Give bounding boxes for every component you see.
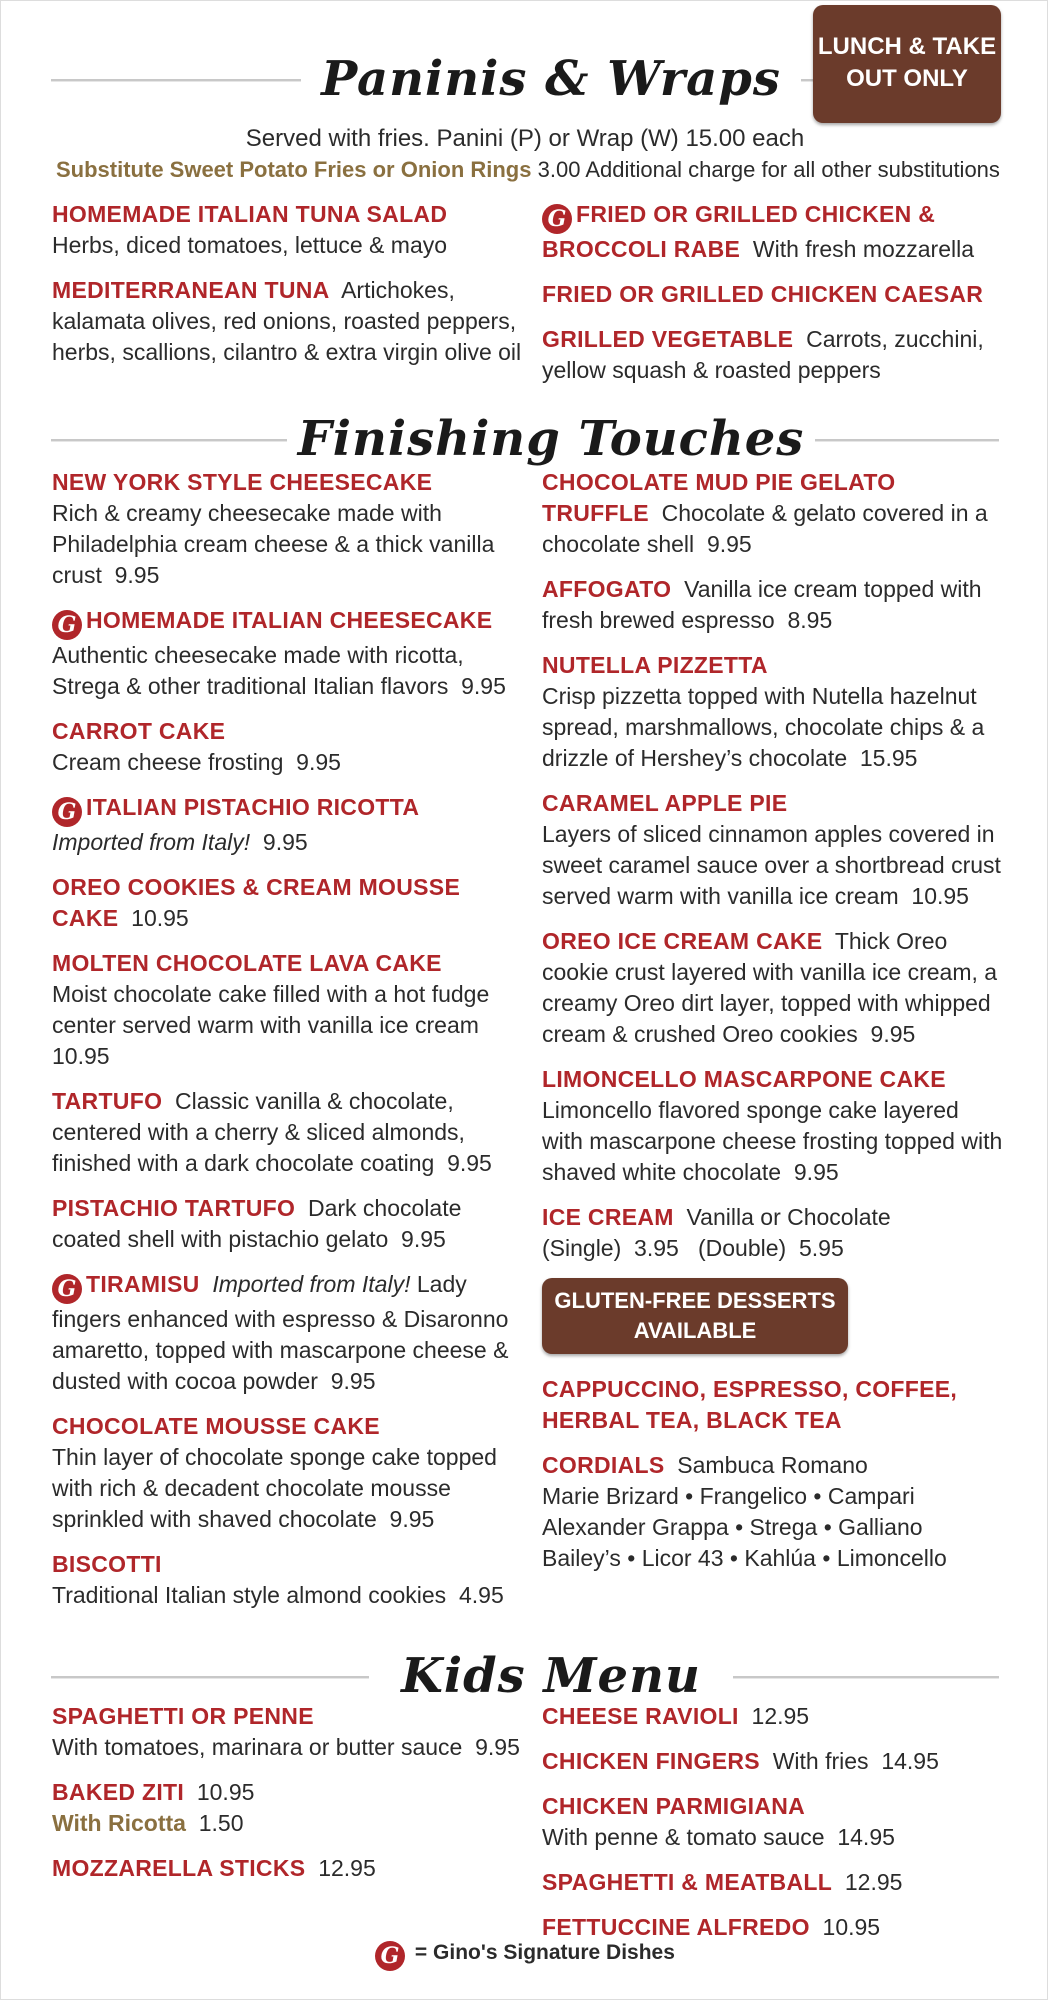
item-price: 9.95 [262, 829, 308, 855]
item-price: 10.95 [196, 1779, 255, 1805]
item-name: GRILLED VEGETABLE [542, 326, 794, 352]
signature-dish-icon: G [52, 1274, 82, 1304]
cordial: Sambuca Romano [677, 1452, 868, 1478]
item-price: 10.95 [131, 905, 189, 931]
item-desc: Lady fingers enhanced with espresso & Disaronno amaretto, topped with mascarpone cheese & dusted with cocoa powder [52, 1271, 509, 1394]
legend-text: = Gino's Signature Dishes [414, 1941, 675, 1964]
panini-subtitle: Served with fries. Panini (P) or Wrap (W) 15.00 each [245, 125, 805, 152]
menu-item [542, 788, 1004, 912]
item-name: ICE CREAM [542, 1204, 674, 1230]
panini-right-column [542, 199, 1012, 400]
item-name: MOZZARELLA STICKS [52, 1855, 306, 1881]
item-name: CARROT CAKE [52, 718, 226, 744]
menu-item [542, 199, 1012, 265]
item-desc: Dark chocolate coated shell with pistachio gelato [52, 1195, 462, 1252]
item-name: BISCOTTI [52, 1551, 162, 1577]
item-name: HOMEMADE ITALIAN TUNA SALAD [52, 201, 448, 227]
item-name: HOMEMADE ITALIAN CHEESECAKE [86, 607, 493, 633]
item-desc: Imported from Italy! [52, 829, 251, 855]
cordial: Galliano [838, 1514, 923, 1540]
item-desc: Cream cheese frosting [52, 749, 284, 775]
item-price: 9.95 [706, 531, 752, 557]
item-desc: Vanilla ice cream topped with fresh brewed espresso [542, 576, 982, 633]
item-desc: With fries [772, 1748, 869, 1774]
menu-item [542, 1912, 1012, 1943]
item-name: OREO ICE CREAM CAKE [542, 928, 823, 954]
substitute-price: 3.00 [537, 157, 581, 182]
item-desc: Layers of sliced cinnamon apples covered in sweet caramel sauce over a shortbread crust served warm with vanilla ice cream [542, 821, 1001, 909]
menu-item [52, 948, 522, 1072]
item-name: CHICKEN PARMIGIANA [542, 1793, 806, 1819]
item-price: 9.95 [114, 562, 160, 588]
menu-item [542, 279, 1012, 310]
item-name: AFFOGATO [542, 576, 672, 602]
item-name: FETTUCCINE ALFREDO [542, 1914, 810, 1940]
item-name: ITALIAN PISTACHIO RICOTTA [86, 794, 420, 820]
item-name: FRIED OR GRILLED CHICKEN CAESAR [542, 281, 984, 307]
item-desc: Artichokes, kalamata olives, red onions, roasted peppers, herbs, scallions, cilantro & extra virgin olive oil [52, 277, 522, 365]
cordial: Kahlúa [744, 1545, 816, 1571]
item-name: NUTELLA PIZZETTA [542, 652, 768, 678]
desserts-left-column [52, 467, 522, 1625]
kids-header [51, 1646, 999, 1706]
signature-legend [1, 1941, 1048, 1971]
item-name: CARAMEL APPLE PIE [542, 790, 788, 816]
item-desc: Crisp pizzetta topped with Nutella hazelnut spread, marshmallows, chocolate chips & a drizzle of Hershey’s chocolate [542, 683, 985, 771]
kids-left-column [52, 1701, 522, 1898]
item-price: 9.95 [447, 1150, 492, 1176]
item-price: 9.95 [461, 673, 506, 699]
item-name: LIMONCELLO MASCARPONE CAKE [542, 1066, 946, 1092]
item-price: 9.95 [475, 1734, 520, 1760]
cordial: Campari [827, 1483, 915, 1509]
item-name: CHICKEN FINGERS [542, 1748, 760, 1774]
item-name: MEDITERRANEAN TUNA [52, 277, 330, 303]
menu-item [542, 926, 1004, 1050]
menu-item [52, 1269, 522, 1397]
cordial: Frangelico [699, 1483, 807, 1509]
item-price: 4.95 [458, 1582, 504, 1608]
menu-item [52, 716, 522, 778]
desserts-right-column [542, 467, 1004, 1588]
cordial: Limoncello [836, 1545, 947, 1571]
divider [733, 1676, 999, 1679]
cordial: Bailey’s [542, 1545, 621, 1571]
item-name: TIRAMISU [86, 1271, 200, 1297]
divider [51, 439, 287, 442]
menu-item [542, 650, 1004, 774]
item-price: 9.95 [401, 1226, 446, 1252]
item-name: SPAGHETTI OR PENNE [52, 1703, 314, 1729]
item-price: 14.95 [881, 1748, 939, 1774]
item-price: 10.95 [911, 883, 969, 909]
item-name: FRIED OR GRILLED CHICKEN & BROCCOLI RABE [542, 201, 936, 262]
item-price: 15.95 [859, 745, 918, 771]
cordial: Marie Brizard [542, 1483, 679, 1509]
item-desc: Thin layer of chocolate sponge cake topped with rich & decadent chocolate mousse sprinkled with shaved chocolate [52, 1444, 497, 1532]
menu-item [52, 1549, 522, 1611]
substitute-note: Additional charge for all other substitutions [585, 157, 1000, 182]
item-desc: Limoncello flavored sponge cake layered with mascarpone cheese frosting topped with shaved white chocolate [542, 1097, 1003, 1185]
item-note: Imported from Italy! [212, 1271, 411, 1297]
item-name: CHEESE RAVIOLI [542, 1703, 739, 1729]
single-label: (Single) [542, 1235, 622, 1261]
item-desc: Vanilla or Chocolate [686, 1204, 891, 1230]
item-price: 12.95 [318, 1855, 376, 1881]
lunch-takeout-badge: LUNCH & TAKE OUT ONLY [813, 5, 1001, 123]
menu-item [52, 1411, 522, 1535]
desserts-header [51, 409, 999, 469]
item-price: 9.95 [389, 1506, 435, 1532]
item-name: NEW YORK STYLE CHEESECAKE [52, 469, 433, 495]
menu-item [52, 1193, 522, 1255]
item-desc: Moist chocolate cake filled with a hot fudge center served warm with vanilla ice cream [52, 981, 490, 1038]
item-name: CHOCOLATE MUD PIE GELATO TRUFFLE [542, 469, 896, 526]
item-desc: Authentic cheesecake made with ricotta, Strega & other traditional Italian flavors [52, 642, 464, 699]
menu-item [542, 1202, 1004, 1264]
cordial: Licor 43 [641, 1545, 724, 1571]
menu-item [52, 605, 522, 702]
menu-item [542, 1791, 1012, 1853]
item-extra-price: 1.50 [198, 1810, 244, 1836]
item-name: SPAGHETTI & MEATBALL [542, 1869, 833, 1895]
section-title-kids: Kids Menu [401, 1648, 701, 1704]
item-name: CHOCOLATE MOUSSE CAKE [52, 1413, 380, 1439]
menu-item [52, 1701, 522, 1763]
menu-item [52, 872, 522, 934]
item-name: OREO COOKIES & CREAM MOUSSE CAKE [52, 874, 461, 931]
menu-item [52, 275, 522, 368]
section-title-desserts: Finishing Touches [297, 411, 805, 467]
item-desc: Classic vanilla & chocolate, centered with a cherry & sliced almonds, finished with a dark chocolate coating [52, 1088, 465, 1176]
menu-item [52, 1086, 522, 1179]
substitution-line [56, 157, 1000, 183]
item-desc: Thick Oreo cookie crust layered with vanilla ice cream, a creamy Oreo dirt layer, topped with whipped cream & crushed Oreo cookies [542, 928, 998, 1047]
menu-item [52, 1777, 522, 1839]
menu-item [542, 1746, 1012, 1777]
panini-left-column [52, 199, 522, 382]
item-desc: With fresh mozzarella [752, 236, 975, 262]
item-desc: Rich & creamy cheesecake made with Philadelphia cream cheese & a thick vanilla crust [52, 500, 495, 588]
menu-item [52, 199, 522, 261]
menu-item [52, 792, 522, 858]
item-desc: Traditional Italian style almond cookies [52, 1582, 447, 1608]
item-desc: With penne & tomato sauce [542, 1824, 825, 1850]
item-price: 8.95 [787, 607, 833, 633]
menu-item [52, 467, 522, 591]
item-price: 9.95 [870, 1021, 916, 1047]
menu-item [542, 1867, 1012, 1898]
substitute-label: Substitute Sweet Potato Fries or Onion Rings [56, 157, 532, 182]
item-price: 9.95 [296, 749, 341, 775]
item-price: 10.95 [52, 1043, 110, 1069]
menu-item [542, 1064, 1004, 1188]
item-name: TARTUFO [52, 1088, 163, 1114]
item-price: 12.95 [844, 1869, 903, 1895]
cordial: Alexander Grappa [542, 1514, 729, 1540]
double-price: 5.95 [798, 1235, 844, 1261]
item-price: 9.95 [330, 1368, 376, 1394]
item-extra-label: With Ricotta [52, 1810, 186, 1836]
signature-dish-icon: G [52, 797, 82, 827]
menu-item [542, 1701, 1012, 1732]
double-label: (Double) [697, 1235, 787, 1261]
item-price: 14.95 [837, 1824, 895, 1850]
item-name: BAKED ZITI [52, 1779, 185, 1805]
item-name: MOLTEN CHOCOLATE LAVA CAKE [52, 950, 442, 976]
item-price: 9.95 [793, 1159, 839, 1185]
item-desc: Herbs, diced tomatoes, lettuce & mayo [52, 232, 448, 258]
menu-item [542, 467, 1004, 560]
drinks-item [542, 1374, 1004, 1436]
menu-item [52, 1853, 522, 1884]
item-desc: Chocolate & gelato covered in a chocolate shell [542, 500, 988, 557]
divider [815, 439, 999, 442]
menu-item [542, 324, 1012, 386]
divider [51, 1676, 369, 1679]
cordial: Strega [749, 1514, 818, 1540]
item-name: CORDIALS [542, 1452, 665, 1478]
signature-dish-icon: G [542, 204, 572, 234]
gluten-free-badge: GLUTEN-FREE DESSERTS AVAILABLE [542, 1278, 848, 1354]
single-price: 3.95 [634, 1235, 679, 1261]
drinks-list: CAPPUCCINO, ESPRESSO, COFFEE, HERBAL TEA, BLACK TEA [542, 1376, 958, 1433]
item-price: 12.95 [751, 1703, 810, 1729]
item-desc: With tomatoes, marinara or butter sauce [52, 1734, 463, 1760]
item-price: 10.95 [822, 1914, 881, 1940]
signature-dish-icon: G [375, 1941, 405, 1971]
kids-right-column [542, 1701, 1012, 1957]
divider [51, 79, 301, 82]
cordials-item: CORDIALS Sambuca Romano Marie Brizard • Frangelico • Campari Alexander Grappa • Strega • Galliano Bailey’s • Licor 43 • Kahlúa • Limoncello [542, 1452, 947, 1571]
section-title-paninis: Paninis & Wraps [321, 51, 781, 107]
item-desc: Carrots, zucchini, yellow squash & roasted peppers [542, 326, 984, 383]
signature-dish-icon: G [52, 610, 82, 640]
item-name: PISTACHIO TARTUFO [52, 1195, 296, 1221]
menu-item [542, 574, 1004, 636]
